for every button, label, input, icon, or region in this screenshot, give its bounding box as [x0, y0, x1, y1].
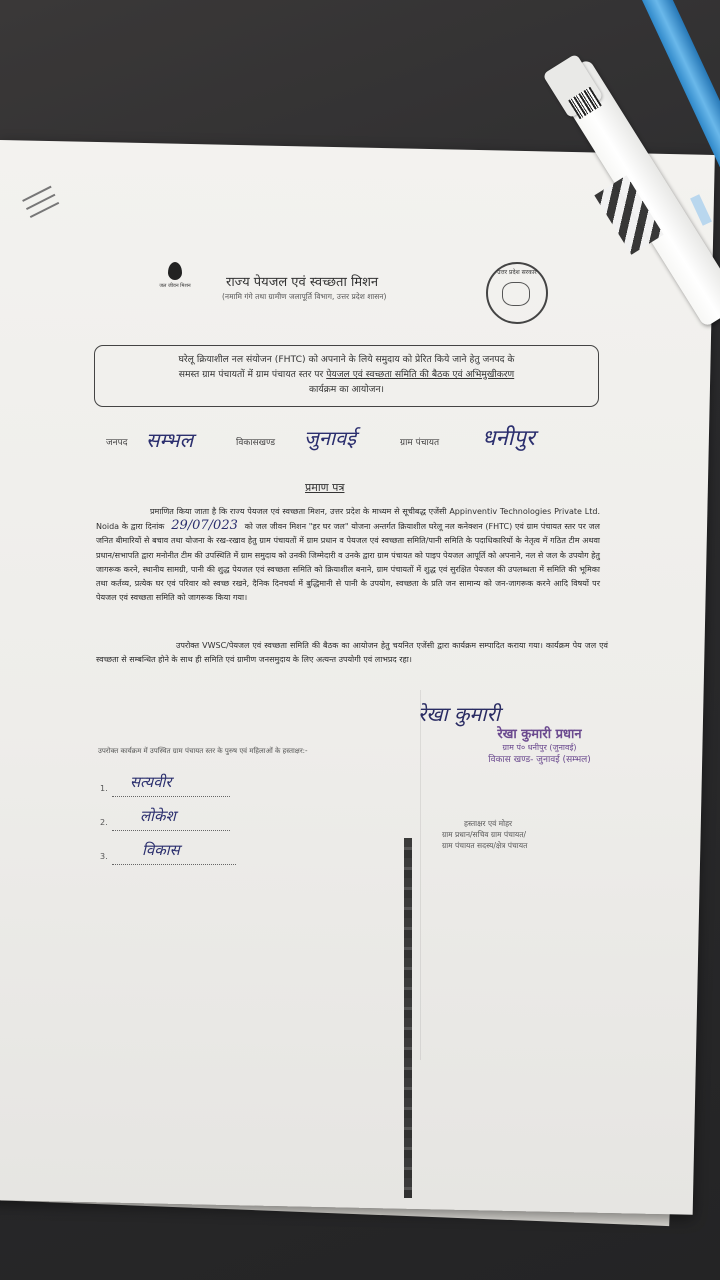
- para-1-text: प्रमाणित किया जाता है कि राज्य पेयजल एवं स्वच्छता मिशन, उत्तर प्रदेश के माध्यम से सूचीबद्ध एजेंसी Appinventiv Technologies Private Ltd. Noida के द्वारा दिनांक: [96, 507, 600, 532]
- pradhan-signature: रेखा कुमारी: [418, 702, 500, 726]
- attendance-header: उपरोक्त कार्यक्रम में उपस्थित ग्राम पंचायत स्तर के पुरुष एवं महिलाओं के हस्ताक्षर:-: [98, 747, 308, 755]
- sign-block-line-3: ग्राम पंचायत सदस्य/क्षेत्र पंचायत: [442, 841, 528, 850]
- logo-caption: जल जीवन मिशन: [159, 283, 191, 289]
- program-banner: [94, 345, 599, 407]
- paper-tear: [404, 838, 412, 1198]
- banner-line-2-text: समस्त ग्राम पंचायतों में ग्राम पंचायत स्तर पर: [178, 369, 327, 380]
- sign-block-line-1: हस्ताक्षर एवं मोहर: [464, 819, 513, 828]
- attendee-name: लोकेश: [140, 807, 176, 825]
- stamp-line-1: रेखा कुमारी प्रधान: [497, 727, 582, 742]
- attendee-number: 2.: [100, 818, 108, 827]
- certificate-title: प्रमाण पत्र: [305, 481, 345, 494]
- certificate-paragraph-1: [96, 505, 600, 605]
- stamp-line-3: विकास खण्ड- जुनावई (सम्भल): [488, 755, 591, 765]
- district-value: सम्भल: [146, 428, 194, 452]
- attendee-number: 3.: [100, 852, 108, 861]
- seal-emblem: [502, 282, 530, 306]
- pradhan-stamp: [452, 728, 627, 767]
- attendee-number: 1.: [100, 784, 108, 793]
- signature-line: [112, 864, 236, 865]
- sign-block-line-2: ग्राम प्रधान/सचिव ग्राम पंचायत/: [442, 830, 527, 839]
- attendee-name: विकास: [142, 841, 180, 859]
- attendee-name: सत्यवीर: [130, 773, 172, 791]
- certificate-paragraph-2: [96, 639, 608, 667]
- para-1b-text: को जल जीवन मिशन "हर घर जल" योजना अन्तर्गत क्रियाशील घरेलू नल कनेक्शन (FHTC) एवं ग्राम पंचायत स्तर पर जल जनित बीमारियों से बचाव तथा योजना के रख-रखाव हेतु ग्राम पंचायतों में ग्राम प्रधान व पेयजल एवं स्वच्छता समिति/पानी समिति के पदाधिकारियों के नेतृत्व में गठित टीम अथवा प्रधान/सभापति द्वारा मनोनीत टीम की उपस्थिति में ग्राम समुदाय को उनकी जिम्मेदारी व उनके द्वारा ग्राम पंचायत को पाइप पेयजल आपूर्ति को अपनाने, नल से जल के उपयोग हेतु जागरूक करने, स्थानीय सामग्री, पानी की शुद्ध पेयजल एवं स्वच्छता समिति को क्रियाशील बनाने, ग्राम पंचायतों में शुद्ध एवं सुरक्षित पेयजल की उपलब्धता में समिति की भूमिका तथा कर्तव्य, प्रत्येक घर एवं परिवार को स्वच्छ रखने, दैनिक दिनचर्या में बुद्धिमानी से पानी के उपयोग, स्वच्छता के प्रति जन सामान्य को जन-जागरूक करने आदि विषयों पर पेयजल एवं स्वच्छता समिति को जागरूक किया गया।: [96, 522, 600, 603]
- seal-text: उत्तर प्रदेश सरकार: [497, 269, 537, 276]
- banner-line-2-underlined: पेयजल एवं स्वच्छता समिति की बैठक एवं अभिमुखीकरण: [326, 369, 515, 380]
- signature-line: [112, 796, 230, 797]
- block-value: जुनावई: [304, 426, 357, 450]
- panchayat-label: ग्राम पंचायत: [400, 438, 440, 448]
- stamp-line-2: ग्राम पं० धनीपुर (जुनावई): [502, 743, 577, 752]
- mission-title: राज्य पेयजल एवं स्वच्छता मिशन: [226, 275, 379, 290]
- mission-subtitle: (नमामि गंगे तथा ग्रामीण जलापूर्ति विभाग, उत्तर प्रदेश शासन): [222, 292, 387, 301]
- banner-line-1: घरेलू क्रियाशील नल संयोजन (FHTC) को अपनाने के लिये समुदाय को प्रेरित किये जाने हेतु जनपद के: [178, 354, 515, 365]
- signature-line: [112, 830, 230, 831]
- district-label: जनपद: [106, 438, 128, 448]
- date-value: 29/07/023: [171, 518, 238, 534]
- banner-line-2: [105, 367, 588, 382]
- paper-fold: [420, 690, 421, 1060]
- panchayat-value: धनीपुर: [482, 426, 535, 451]
- jal-jeevan-logo: [150, 262, 200, 312]
- para-2-text: उपरोक्त VWSC/पेयजल एवं स्वच्छता समिति की बैठक का आयोजन हेतु चयनित एजेंसी द्वारा कार्यक्रम सम्पादित कराया गया। कार्यक्रम पेय जल एवं स्वच्छता से सम्बन्धित होने के साथ ही समिति एवं ग्रामीण जनसमुदाय के लिए अत्यन्त उपयोगी एवं लाभप्रद रहा।: [96, 641, 608, 665]
- banner-line-3: कार्यक्रम का आयोजन।: [308, 384, 385, 395]
- government-seal-icon: [486, 262, 548, 324]
- authority-sign-block: [442, 818, 527, 851]
- block-label: विकासखण्ड: [236, 438, 276, 448]
- water-drop-icon: [168, 262, 182, 280]
